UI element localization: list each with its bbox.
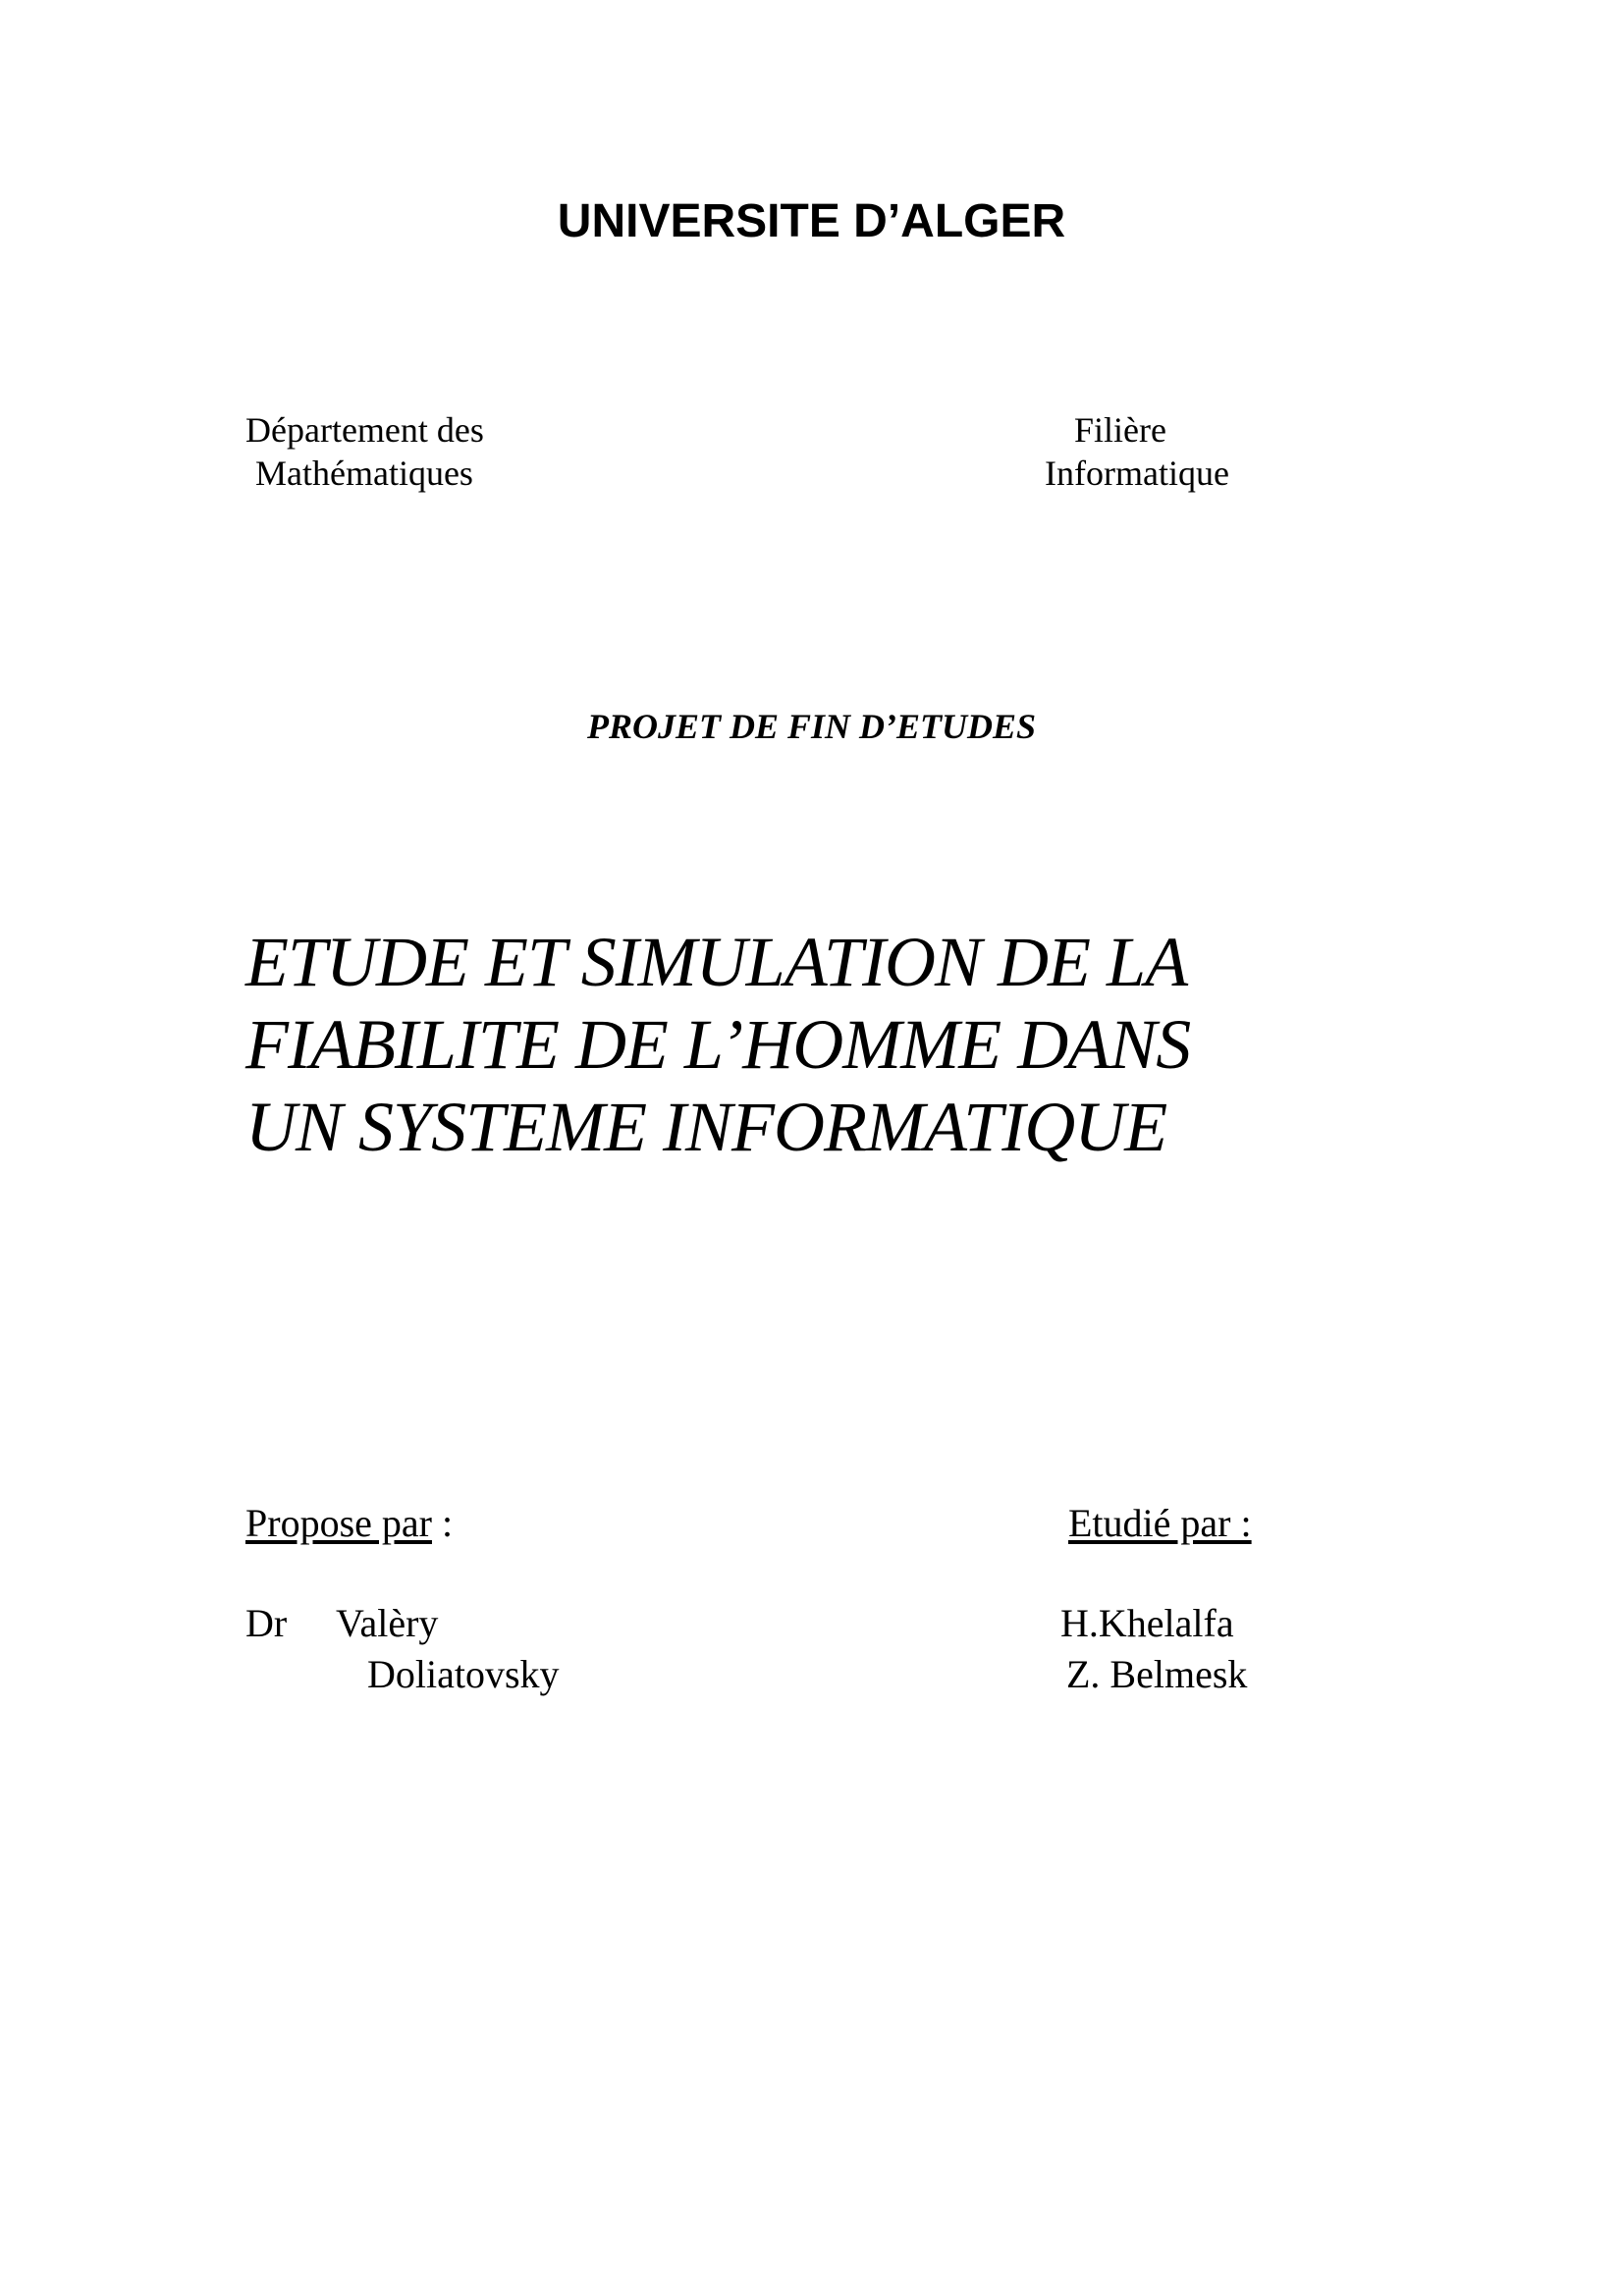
studied-by-heading xyxy=(1068,1498,1252,1549)
supervisor-first-name: Valèry xyxy=(336,1601,439,1645)
student-1: H.Khelalfa xyxy=(1060,1601,1234,1645)
department-right xyxy=(1045,408,1229,495)
thesis-title xyxy=(245,921,1190,1168)
studied-by-label: Etudié par : xyxy=(1068,1501,1252,1545)
thesis-title-line3: UN SYSTEME INFORMATIQUE xyxy=(245,1088,1167,1166)
thesis-title-line2: FIABILITE DE L’HOMME DANS xyxy=(245,1005,1191,1084)
supervisor xyxy=(245,1598,560,1700)
project-label: PROJET DE FIN D’ETUDES xyxy=(586,707,1037,746)
proposed-by-label: Propose par xyxy=(245,1501,432,1545)
proposed-by-heading xyxy=(245,1498,453,1549)
department-right-line1: Filière xyxy=(1074,410,1166,450)
student-2: Z. Belmesk xyxy=(1066,1652,1248,1696)
department-left-line1: Département des xyxy=(245,410,484,450)
supervisor-last-name: Doliatovsky xyxy=(367,1652,560,1696)
students xyxy=(1060,1598,1247,1700)
department-left xyxy=(245,408,484,495)
thesis-title-line1: ETUDE ET SIMULATION DE LA xyxy=(245,923,1188,1001)
supervisor-title: Dr xyxy=(245,1601,288,1645)
proposed-by-colon: : xyxy=(431,1501,454,1545)
university-name: UNIVERSITE D’ALGER xyxy=(557,195,1066,247)
department-right-line2: Informatique xyxy=(1045,454,1229,493)
department-left-line2: Mathématiques xyxy=(255,454,473,493)
